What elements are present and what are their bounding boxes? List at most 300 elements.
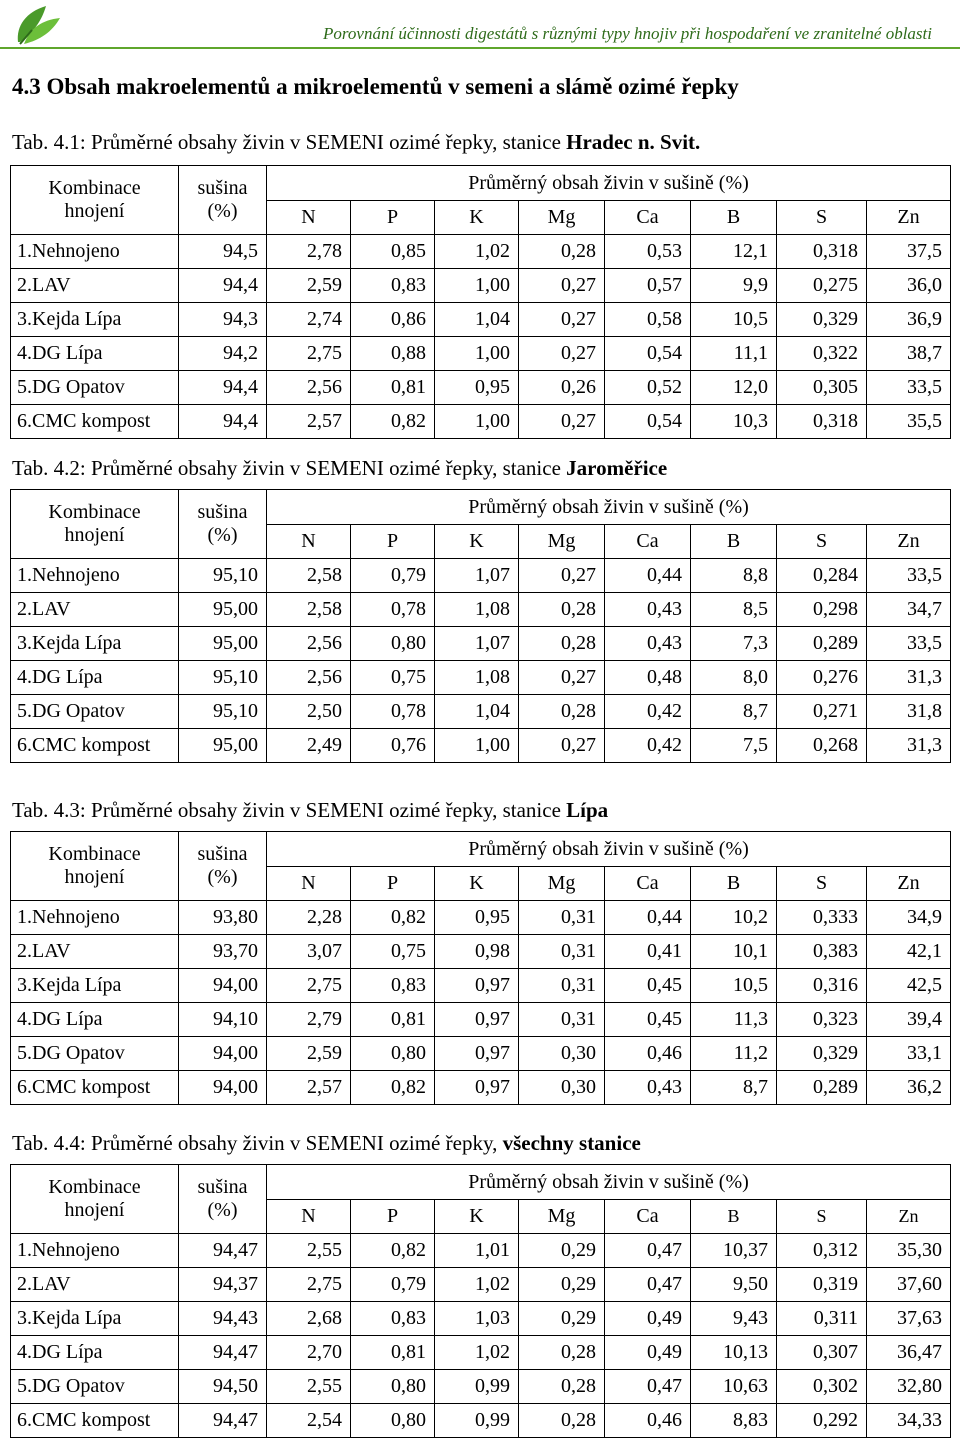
table-cell: 0,98 <box>435 935 519 969</box>
table-cell: 0,284 <box>777 559 867 593</box>
table-cell: 0,275 <box>777 269 867 303</box>
row-label: 4.DG Lípa <box>11 1336 179 1370</box>
row-label: 1.Nehnojeno <box>11 235 179 269</box>
header-nutrient: B <box>691 1200 777 1234</box>
table-cell: 33,1 <box>867 1037 951 1071</box>
caption-prefix: Tab. 4.4: <box>12 1131 86 1155</box>
table-cell: 31,8 <box>867 695 951 729</box>
table-cell: 2,57 <box>267 1071 351 1105</box>
header-nutrient: Zn <box>867 525 951 559</box>
table-cell: 93,70 <box>179 935 267 969</box>
table-cell: 31,3 <box>867 729 951 763</box>
table-cell: 32,80 <box>867 1370 951 1404</box>
table-cell: 0,85 <box>351 235 435 269</box>
table-cell: 0,27 <box>519 661 605 695</box>
table-cell: 10,3 <box>691 405 777 439</box>
table-cell: 8,7 <box>691 695 777 729</box>
table-cell: 0,27 <box>519 559 605 593</box>
row-label: 5.DG Opatov <box>11 371 179 405</box>
table-cell: 2,75 <box>267 969 351 1003</box>
header-nutrient: S <box>777 867 867 901</box>
table-cell: 0,97 <box>435 969 519 1003</box>
caption-text: Průměrné obsahy živin v SEMENI ozimé řepky, stanice <box>85 798 567 822</box>
table-cell: 1,08 <box>435 593 519 627</box>
table-cell: 1,08 <box>435 661 519 695</box>
table-cell: 0,47 <box>605 1268 691 1302</box>
caption-station: Jaroměřice <box>566 456 668 480</box>
table-cell: 37,5 <box>867 235 951 269</box>
nutrient-table <box>10 165 951 439</box>
header-nutrient: N <box>267 1200 351 1234</box>
header-nutrient: P <box>351 201 435 235</box>
table-cell: 8,8 <box>691 559 777 593</box>
table-cell: 0,43 <box>605 627 691 661</box>
table-cell: 10,13 <box>691 1336 777 1370</box>
table-cell: 0,80 <box>351 1404 435 1438</box>
caption-prefix: Tab. 4.3: <box>12 798 86 822</box>
table-cell: 9,9 <box>691 269 777 303</box>
caption-station: Lípa <box>566 798 609 822</box>
table-cell: 33,5 <box>867 627 951 661</box>
table-caption-4 <box>12 1131 641 1156</box>
header-nutrient: N <box>267 201 351 235</box>
table-cell: 8,0 <box>691 661 777 695</box>
table-cell: 0,82 <box>351 1071 435 1105</box>
table-cell: 2,58 <box>267 593 351 627</box>
row-label: 4.DG Lípa <box>11 661 179 695</box>
row-label: 5.DG Opatov <box>11 1370 179 1404</box>
header-nutrient: Zn <box>867 201 951 235</box>
table-cell: 0,323 <box>777 1003 867 1037</box>
table-cell: 0,30 <box>519 1071 605 1105</box>
table-cell: 10,5 <box>691 303 777 337</box>
table-cell: 35,5 <box>867 405 951 439</box>
table-row <box>11 593 951 627</box>
table-row <box>11 1071 951 1105</box>
table-cell: 2,57 <box>267 405 351 439</box>
header-combination <box>11 166 179 235</box>
table-cell: 0,27 <box>519 405 605 439</box>
table-cell: 0,79 <box>351 1268 435 1302</box>
table-cell: 2,56 <box>267 627 351 661</box>
table-cell: 8,5 <box>691 593 777 627</box>
table-cell: 94,00 <box>179 1037 267 1071</box>
table-cell: 94,5 <box>179 235 267 269</box>
header-nutrient: K <box>435 867 519 901</box>
header-combination-line1: Kombinace <box>48 843 141 865</box>
table-cell: 0,46 <box>605 1404 691 1438</box>
table-cell: 2,54 <box>267 1404 351 1438</box>
table-cell: 0,383 <box>777 935 867 969</box>
table-cell: 2,58 <box>267 559 351 593</box>
table-cell: 11,3 <box>691 1003 777 1037</box>
table-cell: 94,47 <box>179 1336 267 1370</box>
table-cell: 0,53 <box>605 235 691 269</box>
header-nutrient: Zn <box>867 1200 951 1234</box>
header-nutrient: B <box>691 201 777 235</box>
header-dry-matter <box>179 166 267 235</box>
table-cell: 0,48 <box>605 661 691 695</box>
table-cell: 42,5 <box>867 969 951 1003</box>
table-cell: 2,56 <box>267 371 351 405</box>
table-cell: 94,3 <box>179 303 267 337</box>
header-dry-matter <box>179 1165 267 1234</box>
table-cell: 0,43 <box>605 593 691 627</box>
table-cell: 95,00 <box>179 729 267 763</box>
table-cell: 1,02 <box>435 1336 519 1370</box>
table-cell: 0,75 <box>351 661 435 695</box>
table-cell: 0,28 <box>519 593 605 627</box>
row-label: 1.Nehnojeno <box>11 559 179 593</box>
table-cell: 0,44 <box>605 901 691 935</box>
table-cell: 0,45 <box>605 969 691 1003</box>
table-cell: 0,81 <box>351 371 435 405</box>
table-cell: 0,31 <box>519 969 605 1003</box>
table-cell: 94,00 <box>179 969 267 1003</box>
header-nutrient: N <box>267 867 351 901</box>
table-cell: 0,78 <box>351 695 435 729</box>
table-cell: 2,68 <box>267 1302 351 1336</box>
table-cell: 94,43 <box>179 1302 267 1336</box>
table-cell: 0,47 <box>605 1234 691 1268</box>
table-row <box>11 559 951 593</box>
table-cell: 0,82 <box>351 405 435 439</box>
table-caption-2 <box>12 456 667 481</box>
table-cell: 1,03 <box>435 1302 519 1336</box>
table-cell: 1,00 <box>435 405 519 439</box>
caption-prefix: Tab. 4.2: <box>12 456 86 480</box>
row-label: 2.LAV <box>11 935 179 969</box>
nutrient-table <box>10 831 951 1105</box>
header-nutrient: P <box>351 1200 435 1234</box>
header-combination-line1: Kombinace <box>48 1176 141 1198</box>
table-cell: 0,31 <box>519 1003 605 1037</box>
table-row <box>11 405 951 439</box>
table-cell: 0,83 <box>351 269 435 303</box>
table-row <box>11 337 951 371</box>
table-cell: 0,29 <box>519 1268 605 1302</box>
table-cell: 2,55 <box>267 1370 351 1404</box>
table-cell: 2,50 <box>267 695 351 729</box>
row-label: 6.CMC kompost <box>11 1404 179 1438</box>
caption-text: Průměrné obsahy živin v SEMENI ozimé řepky, stanice <box>85 130 567 154</box>
header-dry-line1: sušina <box>197 1176 248 1198</box>
header-combination-line1: Kombinace <box>48 177 141 199</box>
table-cell: 0,78 <box>351 593 435 627</box>
running-title: Porovnání účinnosti digestátů s různými typy hnojiv při hospodaření ve zranitelné oblasti <box>323 24 932 43</box>
section-title: 4.3 Obsah makroelementů a mikroelementů v semeni a slámě ozimé řepky <box>12 74 739 99</box>
header-dry-line1: sušina <box>197 843 248 865</box>
table-cell: 0,307 <box>777 1336 867 1370</box>
table-row <box>11 1037 951 1071</box>
header-nutrient: S <box>777 1200 867 1234</box>
header-nutrient: Mg <box>519 525 605 559</box>
row-label: 2.LAV <box>11 593 179 627</box>
caption-text: Průměrné obsahy živin v SEMENI ozimé řepky, <box>85 1131 503 1155</box>
table-cell: 0,311 <box>777 1302 867 1336</box>
header-combination <box>11 832 179 901</box>
row-label: 2.LAV <box>11 1268 179 1302</box>
table-row <box>11 901 951 935</box>
header-nutrient: Mg <box>519 867 605 901</box>
table-cell: 1,07 <box>435 627 519 661</box>
header-combination-line2: hnojení <box>64 524 125 546</box>
table-cell: 0,80 <box>351 1370 435 1404</box>
table-cell: 2,70 <box>267 1336 351 1370</box>
table-cell: 9,50 <box>691 1268 777 1302</box>
table-cell: 2,75 <box>267 1268 351 1302</box>
table-cell: 95,10 <box>179 661 267 695</box>
table-cell: 0,41 <box>605 935 691 969</box>
header-dry-matter <box>179 832 267 901</box>
table-cell: 94,50 <box>179 1370 267 1404</box>
table-row <box>11 1302 951 1336</box>
table-cell: 0,82 <box>351 901 435 935</box>
table-cell: 0,49 <box>605 1302 691 1336</box>
table-row <box>11 1370 951 1404</box>
header-average-content: Průměrný obsah živin v sušině (%) <box>267 166 951 201</box>
header-nutrient: Mg <box>519 1200 605 1234</box>
header-nutrient: Ca <box>605 201 691 235</box>
row-label: 6.CMC kompost <box>11 729 179 763</box>
table-cell: 0,312 <box>777 1234 867 1268</box>
table-cell: 7,3 <box>691 627 777 661</box>
table-cell: 0,99 <box>435 1370 519 1404</box>
header-nutrient: Zn <box>867 867 951 901</box>
header-dry-line2: (%) <box>207 200 238 222</box>
table-cell: 2,75 <box>267 337 351 371</box>
row-label: 1.Nehnojeno <box>11 1234 179 1268</box>
table-cell: 10,37 <box>691 1234 777 1268</box>
table-cell: 1,00 <box>435 729 519 763</box>
header-combination-line2: hnojení <box>64 866 125 888</box>
table-cell: 94,4 <box>179 371 267 405</box>
table-cell: 12,0 <box>691 371 777 405</box>
row-label: 6.CMC kompost <box>11 1071 179 1105</box>
page-header <box>0 0 960 50</box>
table-cell: 0,99 <box>435 1404 519 1438</box>
caption-station: Hradec n. Svit. <box>566 130 701 154</box>
table-cell: 94,4 <box>179 269 267 303</box>
table-cell: 0,28 <box>519 627 605 661</box>
table-cell: 2,59 <box>267 269 351 303</box>
table-cell: 0,31 <box>519 901 605 935</box>
header-nutrient: P <box>351 525 435 559</box>
table-cell: 94,47 <box>179 1404 267 1438</box>
table-cell: 0,95 <box>435 371 519 405</box>
table-cell: 0,322 <box>777 337 867 371</box>
table-cell: 31,3 <box>867 661 951 695</box>
row-label: 1.Nehnojeno <box>11 901 179 935</box>
table-cell: 95,00 <box>179 593 267 627</box>
table-cell: 42,1 <box>867 935 951 969</box>
table-cell: 0,88 <box>351 337 435 371</box>
table-cell: 10,1 <box>691 935 777 969</box>
table-cell: 0,28 <box>519 1370 605 1404</box>
table-cell: 0,75 <box>351 935 435 969</box>
header-nutrient: B <box>691 867 777 901</box>
table-cell: 0,43 <box>605 1071 691 1105</box>
nutrient-table <box>10 1164 951 1438</box>
table-cell: 95,00 <box>179 627 267 661</box>
table-cell: 0,79 <box>351 559 435 593</box>
header-nutrient: Ca <box>605 867 691 901</box>
table-cell: 1,02 <box>435 235 519 269</box>
table-cell: 94,47 <box>179 1234 267 1268</box>
table-cell: 0,28 <box>519 1404 605 1438</box>
table-caption-1 <box>12 130 700 155</box>
table-cell: 10,63 <box>691 1370 777 1404</box>
table-cell: 95,10 <box>179 559 267 593</box>
table-cell: 0,27 <box>519 729 605 763</box>
table-cell: 11,1 <box>691 337 777 371</box>
table-cell: 36,2 <box>867 1071 951 1105</box>
table-cell: 0,28 <box>519 695 605 729</box>
nutrient-table <box>10 489 951 763</box>
table-cell: 0,318 <box>777 235 867 269</box>
table-cell: 36,0 <box>867 269 951 303</box>
table-cell: 1,04 <box>435 303 519 337</box>
header-dry-line2: (%) <box>207 524 238 546</box>
header-dry-line2: (%) <box>207 866 238 888</box>
table-cell: 35,30 <box>867 1234 951 1268</box>
table-cell: 37,60 <box>867 1268 951 1302</box>
table-cell: 0,268 <box>777 729 867 763</box>
table-cell: 0,329 <box>777 303 867 337</box>
table-cell: 0,42 <box>605 695 691 729</box>
header-divider <box>0 47 960 49</box>
header-nutrient: K <box>435 1200 519 1234</box>
table-row <box>11 1003 951 1037</box>
table-cell: 0,289 <box>777 1071 867 1105</box>
table-cell: 0,54 <box>605 405 691 439</box>
row-label: 2.LAV <box>11 269 179 303</box>
table-cell: 0,58 <box>605 303 691 337</box>
table-cell: 1,07 <box>435 559 519 593</box>
table-cell: 0,52 <box>605 371 691 405</box>
table-cell: 10,2 <box>691 901 777 935</box>
table-row <box>11 1234 951 1268</box>
table-cell: 39,4 <box>867 1003 951 1037</box>
table-cell: 0,31 <box>519 935 605 969</box>
table-row <box>11 235 951 269</box>
table-cell: 0,97 <box>435 1071 519 1105</box>
leaf-logo-icon <box>12 2 62 46</box>
row-label: 5.DG Opatov <box>11 695 179 729</box>
table-row <box>11 627 951 661</box>
table-cell: 3,07 <box>267 935 351 969</box>
table-cell: 0,45 <box>605 1003 691 1037</box>
header-combination <box>11 490 179 559</box>
table-cell: 0,30 <box>519 1037 605 1071</box>
header-nutrient: K <box>435 201 519 235</box>
header-combination-line2: hnojení <box>64 1199 125 1221</box>
table-cell: 33,5 <box>867 559 951 593</box>
table-cell: 12,1 <box>691 235 777 269</box>
table-cell: 0,271 <box>777 695 867 729</box>
table-cell: 0,86 <box>351 303 435 337</box>
table-cell: 7,5 <box>691 729 777 763</box>
header-nutrient: Ca <box>605 525 691 559</box>
table-cell: 2,56 <box>267 661 351 695</box>
table-row <box>11 1404 951 1438</box>
table-cell: 2,78 <box>267 235 351 269</box>
table-row <box>11 969 951 1003</box>
table-cell: 1,02 <box>435 1268 519 1302</box>
header-dry-line1: sušina <box>197 177 248 199</box>
table-cell: 0,27 <box>519 303 605 337</box>
header-nutrient: K <box>435 525 519 559</box>
table-cell: 36,47 <box>867 1336 951 1370</box>
header-dry-line1: sušina <box>197 501 248 523</box>
table-cell: 94,00 <box>179 1071 267 1105</box>
table-cell: 0,29 <box>519 1302 605 1336</box>
table-cell: 10,5 <box>691 969 777 1003</box>
table-cell: 0,80 <box>351 1037 435 1071</box>
table-row <box>11 695 951 729</box>
row-label: 5.DG Opatov <box>11 1037 179 1071</box>
table-cell: 0,81 <box>351 1003 435 1037</box>
table-row <box>11 661 951 695</box>
row-label: 6.CMC kompost <box>11 405 179 439</box>
header-nutrient: S <box>777 525 867 559</box>
header-nutrient: Mg <box>519 201 605 235</box>
table-row <box>11 303 951 337</box>
table-cell: 94,10 <box>179 1003 267 1037</box>
table-cell: 0,76 <box>351 729 435 763</box>
row-label: 4.DG Lípa <box>11 337 179 371</box>
table-row <box>11 1336 951 1370</box>
table-cell: 94,4 <box>179 405 267 439</box>
table-cell: 0,49 <box>605 1336 691 1370</box>
header-dry-matter <box>179 490 267 559</box>
table-row <box>11 269 951 303</box>
table-cell: 0,292 <box>777 1404 867 1438</box>
table-cell: 0,276 <box>777 661 867 695</box>
header-nutrient: P <box>351 867 435 901</box>
header-average-content: Průměrný obsah živin v sušině (%) <box>267 1165 951 1200</box>
table-cell: 0,289 <box>777 627 867 661</box>
header-dry-line2: (%) <box>207 1199 238 1221</box>
header-nutrient: B <box>691 525 777 559</box>
table-cell: 0,316 <box>777 969 867 1003</box>
table-cell: 94,37 <box>179 1268 267 1302</box>
table-cell: 11,2 <box>691 1037 777 1071</box>
table-cell: 34,9 <box>867 901 951 935</box>
header-average-content: Průměrný obsah živin v sušině (%) <box>267 832 951 867</box>
table-cell: 33,5 <box>867 371 951 405</box>
table-cell: 1,00 <box>435 269 519 303</box>
table-cell: 9,43 <box>691 1302 777 1336</box>
table-caption-3 <box>12 798 608 823</box>
table-cell: 34,33 <box>867 1404 951 1438</box>
table-cell: 0,95 <box>435 901 519 935</box>
table-cell: 1,01 <box>435 1234 519 1268</box>
table-cell: 0,44 <box>605 559 691 593</box>
table-cell: 36,9 <box>867 303 951 337</box>
table-cell: 2,59 <box>267 1037 351 1071</box>
table-row <box>11 371 951 405</box>
header-combination-line2: hnojení <box>64 200 125 222</box>
table-cell: 95,10 <box>179 695 267 729</box>
table-cell: 0,305 <box>777 371 867 405</box>
table-cell: 0,97 <box>435 1003 519 1037</box>
header-nutrient: S <box>777 201 867 235</box>
table-cell: 94,2 <box>179 337 267 371</box>
row-label: 3.Kejda Lípa <box>11 627 179 661</box>
caption-prefix: Tab. 4.1: <box>12 130 86 154</box>
table-cell: 8,83 <box>691 1404 777 1438</box>
